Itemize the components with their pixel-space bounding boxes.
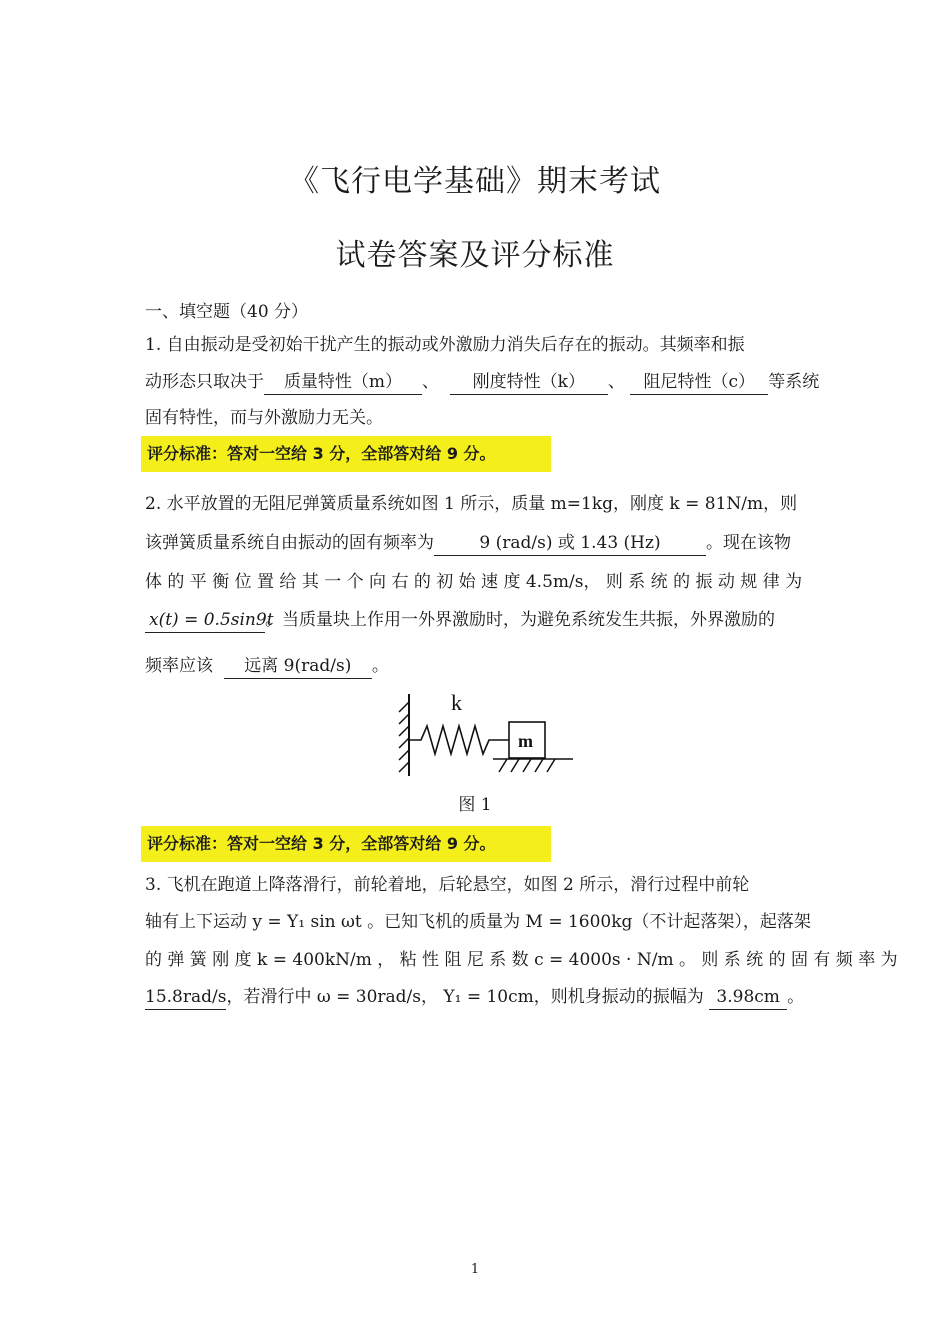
q3-line1: 3. 飞机在跑道上降落滑行，前轮着地，后轮悬空，如图 2 所示，滑行过程中前轮 <box>145 875 750 895</box>
q1-line2 <box>145 370 819 395</box>
spring-mass-figure <box>395 688 585 788</box>
q1-answer-mass: 质量特性（m） <box>264 370 422 395</box>
q1-sep2: 、 <box>607 372 625 392</box>
q2-line5-pre: 频率应该 <box>145 656 213 676</box>
figure-caption: 图 1 <box>458 795 492 815</box>
section-heading: 一、填空题（40 分） <box>145 302 309 322</box>
q1-answer-stiffness: 刚度特性（k） <box>450 370 608 395</box>
q3-line3: 的 弹 簧 刚 度 k = 400kN/m ， 粘 性 阻 尼 系 数 c = 4000s · N/m 。 则 系 统 的 固 有 频 率 为 <box>145 950 898 970</box>
exam-subtitle: 试卷答案及评分标准 <box>335 238 615 273</box>
q3-line4-post: 。 <box>787 987 805 1007</box>
wall-hatching <box>399 702 409 772</box>
q2-line1: 2. 水平放置的无阻尼弹簧质量系统如图 1 所示，质量 m=1kg，刚度 k = 81N/m，则 <box>145 494 798 514</box>
q2-line2-post: 。现在该物 <box>706 533 791 553</box>
q2-line5 <box>145 654 389 679</box>
q2-line4 <box>145 608 775 633</box>
q2-line2-pre: 该弹簧质量系统自由振动的固有频率为 <box>145 533 434 553</box>
spring-label-k: k <box>451 690 462 715</box>
q2-line4-post: 。当质量块上作用一外界激励时，为避免系统发生共振，外界激励的 <box>265 610 775 630</box>
q1-line1: 1. 自由振动是受初始干扰产生的振动或外激励力消失后存在的振动。其频率和振 <box>145 335 745 355</box>
q3-answer-natural-frequency: 15.8rad/s <box>145 985 226 1010</box>
q3-line2: 轴有上下运动 y = Y₁ sin ωt 。已知飞机的质量为 M = 1600kg（不计起落架），起落架 <box>145 912 811 932</box>
exam-title: 《飞行电学基础》期末考试 <box>289 164 661 199</box>
q2-line3: 体 的 平 衡 位 置 给 其 一 个 向 右 的 初 始 速 度 4.5m/s， 则 系 统 的 振 动 规 律 为 <box>145 572 803 592</box>
q3-line4-mid: ，若滑行中 ω = 30rad/s， Y₁ = 10cm，则机身振动的振幅为 <box>226 987 704 1007</box>
q1-sep1: 、 <box>422 372 439 392</box>
q1-line2-post: 等系统 <box>768 372 820 392</box>
q1-answer-damping: 阻尼特性（c） <box>630 370 768 395</box>
q2-answer-vibration-law: x(t) = 0.5sin9t <box>145 608 265 633</box>
floor-hatching <box>499 759 555 772</box>
q1-line2-pre: 动形态只取决于 <box>145 372 264 392</box>
q2-answer-natural-frequency: 9 (rad/s) 或 1.43 (Hz) <box>434 531 706 556</box>
page-number: 1 <box>470 1262 480 1277</box>
q3-answer-amplitude: 3.98cm <box>709 985 787 1010</box>
q3-line4 <box>145 985 804 1010</box>
q2-line5-post: 。 <box>371 656 389 676</box>
q2-answer-excitation-frequency: 远离 9(rad/s) <box>224 654 372 679</box>
grading-standard-1: 评分标准：答对一空给 3 分，全部答对给 9 分。 <box>141 436 551 472</box>
mass-label-m: m <box>518 731 533 751</box>
q1-line3: 固有特性，而与外激励力无关。 <box>145 408 383 428</box>
grading-standard-2: 评分标准：答对一空给 3 分，全部答对给 9 分。 <box>141 826 551 862</box>
spring <box>409 726 509 754</box>
q2-line2 <box>145 531 791 556</box>
